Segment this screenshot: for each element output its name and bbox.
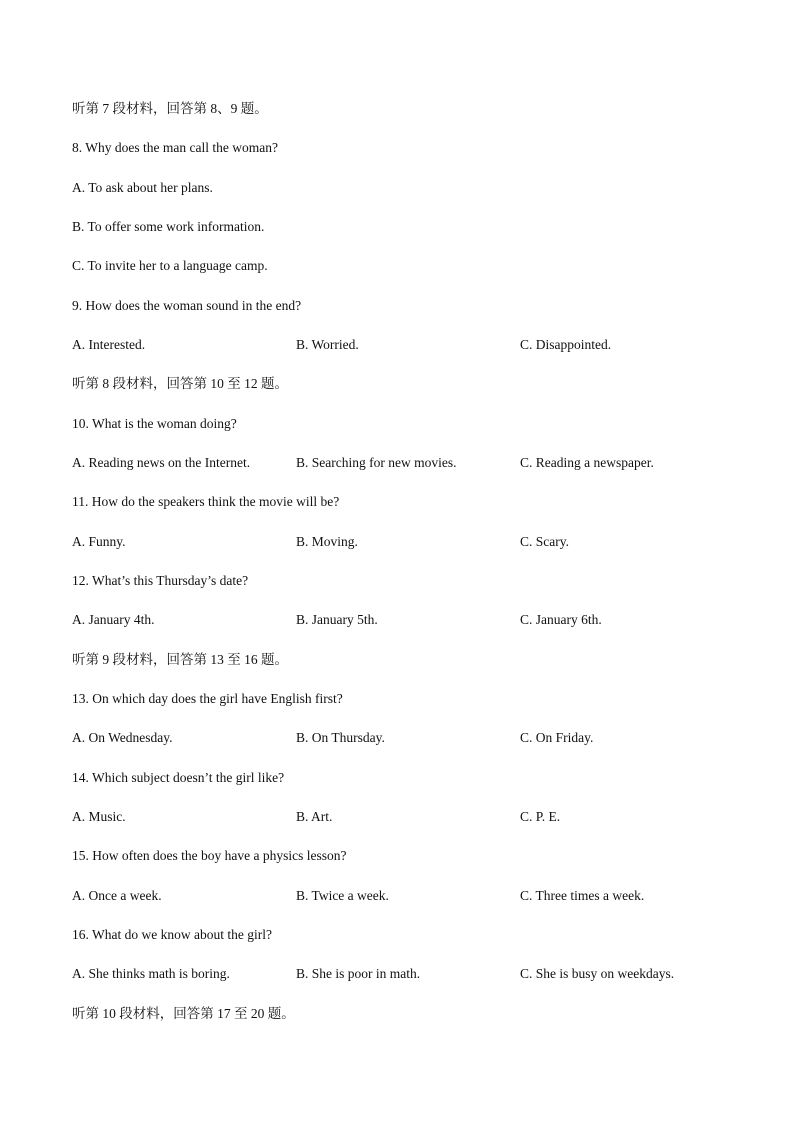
q16-option-b: B. She is poor in math.: [296, 966, 421, 981]
q10-option-b: B. Searching for new movies.: [296, 455, 457, 470]
q10-options: [72, 453, 732, 473]
q9-option-a: A. Interested.: [72, 337, 146, 352]
q13-option-c: C. On Friday.: [520, 730, 594, 745]
q9-option-c: C. Disappointed.: [520, 337, 612, 352]
q9-option-b: B. Worried.: [296, 337, 359, 352]
section-heading-8: 听第 8 段材料，回答第 10 至 12 题。: [72, 376, 288, 391]
q10-option-a: A. Reading news on the Internet.: [72, 455, 251, 470]
question-9: 9. How does the woman sound in the end?: [72, 298, 302, 313]
question-11: 11. How do the speakers think the movie will be?: [72, 494, 340, 509]
q8-option-c: C. To invite her to a language camp.: [72, 258, 268, 273]
q15-option-c: C. Three times a week.: [520, 888, 645, 903]
q13-options: [72, 728, 732, 748]
q14-options: [72, 807, 732, 827]
question-13: 13. On which day does the girl have English first?: [72, 691, 343, 706]
section-heading-10: 听第 10 段材料，回答第 17 至 20 题。: [72, 1006, 295, 1021]
q14-option-a: A. Music.: [72, 809, 126, 824]
q10-option-c: C. Reading a newspaper.: [520, 455, 654, 470]
q11-option-a: A. Funny.: [72, 534, 126, 549]
question-8: 8. Why does the man call the woman?: [72, 140, 278, 155]
q15-option-a: A. Once a week.: [72, 888, 162, 903]
question-15: 15. How often does the boy have a physics lesson?: [72, 848, 347, 863]
section-heading-9: 听第 9 段材料，回答第 13 至 16 题。: [72, 652, 288, 667]
q13-option-a: A. On Wednesday.: [72, 730, 173, 745]
q12-option-a: A. January 4th.: [72, 612, 155, 627]
q14-option-c: C. P. E.: [520, 809, 561, 824]
q13-option-b: B. On Thursday.: [296, 730, 385, 745]
q9-options: [72, 335, 732, 355]
q16-option-c: C. She is busy on weekdays.: [520, 966, 675, 981]
question-14: 14. Which subject doesn’t the girl like?: [72, 770, 285, 785]
q8-option-a: A. To ask about her plans.: [72, 180, 213, 195]
question-10: 10. What is the woman doing?: [72, 416, 237, 431]
q14-option-b: B. Art.: [296, 809, 333, 824]
q11-option-c: C. Scary.: [520, 534, 569, 549]
question-16: 16. What do we know about the girl?: [72, 927, 272, 942]
section-heading-7: 听第 7 段材料，回答第 8、9 题。: [72, 101, 268, 116]
q12-options: [72, 610, 732, 630]
q15-option-b: B. Twice a week.: [296, 888, 389, 903]
question-12: 12. What’s this Thursday’s date?: [72, 573, 249, 588]
q8-option-b: B. To offer some work information.: [72, 219, 265, 234]
q16-option-a: A. She thinks math is boring.: [72, 966, 230, 981]
q16-options: [72, 964, 732, 984]
q11-option-b: B. Moving.: [296, 534, 358, 549]
q11-options: [72, 532, 732, 552]
q12-option-c: C. January 6th.: [520, 612, 602, 627]
q12-option-b: B. January 5th.: [296, 612, 378, 627]
q15-options: [72, 886, 732, 906]
